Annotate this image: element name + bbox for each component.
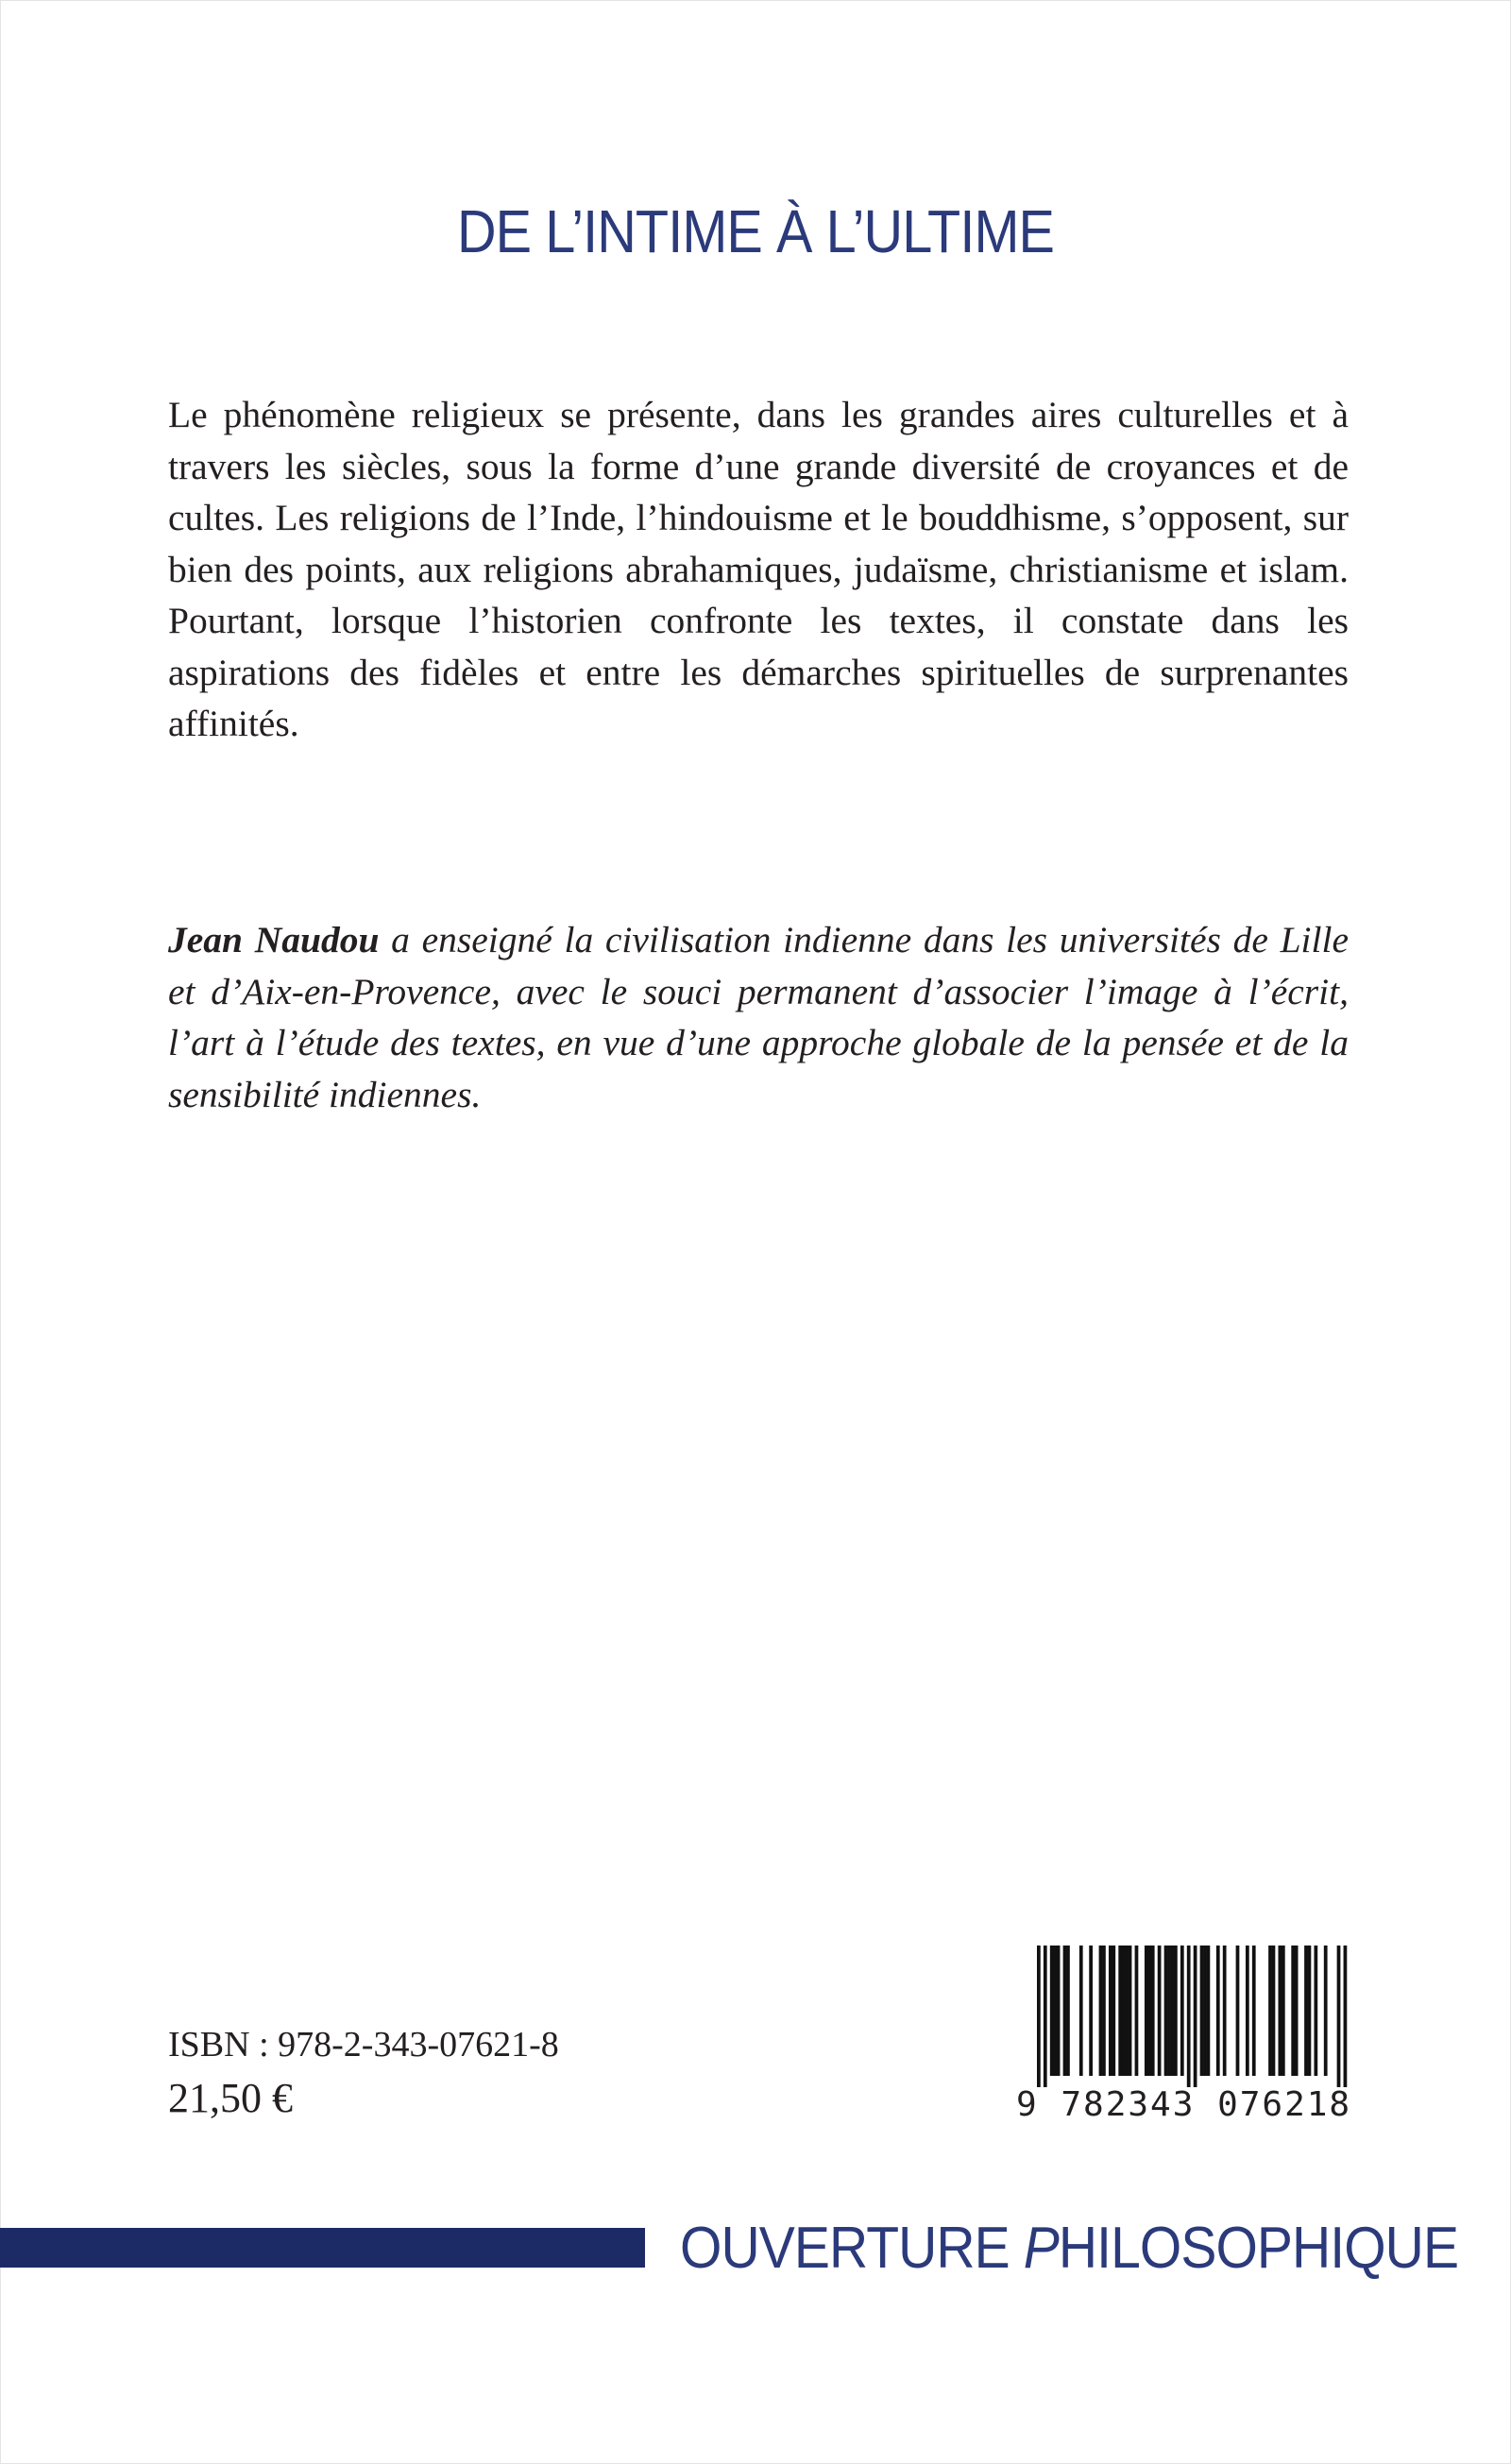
- barcode-bar: [1291, 1946, 1295, 2076]
- collection-band: [0, 2228, 645, 2268]
- barcode-bar: [1122, 1946, 1126, 2076]
- barcode-bar: [1304, 1946, 1308, 2076]
- barcode-bar: [1282, 1946, 1285, 2076]
- barcode-bar: [1174, 1946, 1178, 2076]
- barcode-bar: [1308, 1946, 1312, 2076]
- author-bio: [168, 914, 1349, 1120]
- barcode-bar: [1324, 1946, 1328, 2076]
- collection-name: [680, 2215, 1458, 2282]
- isbn-label: ISBN : 978-2-343-07621-8: [168, 2025, 559, 2065]
- barcode-bar: [1180, 1946, 1184, 2076]
- barcode-bar: [1125, 1946, 1129, 2076]
- barcode-bar: [1207, 1946, 1211, 2076]
- barcode-digits: 9 782343 076218: [1016, 2085, 1352, 2124]
- barcode-bar: [1344, 1946, 1348, 2087]
- price-label: 21,50 €: [168, 2075, 293, 2121]
- barcode-bar: [1089, 1946, 1093, 2076]
- barcode-bar: [1223, 1946, 1227, 2076]
- barcode-bar: [1236, 1946, 1240, 2076]
- barcode-bar: [1194, 1946, 1197, 2087]
- barcode-bar: [1246, 1946, 1249, 2076]
- barcode-bar: [1102, 1946, 1106, 2076]
- barcode-bar: [1066, 1946, 1070, 2076]
- barcode-bar: [1278, 1946, 1282, 2076]
- barcode-bar: [1295, 1946, 1299, 2076]
- barcode-bar: [1272, 1946, 1276, 2076]
- barcode-bar: [1171, 1946, 1175, 2076]
- barcode-bars: [1016, 1946, 1350, 2087]
- barcode-bar: [1050, 1946, 1054, 2076]
- author-bio-text: a enseigné la civilisation indienne dans les universités de Lille et d’Aix-en-Provence, avec le souci permanent d’associer l’image à l’écrit, l’art à l’étude des textes, en vue d’une approche globale de la pensée et de la sensibilité indiennes.: [168, 919, 1349, 1115]
- book-title: DE L’INTIME À L’ULTIME: [456, 197, 1055, 265]
- summary-paragraph: Le phénomène religieux se présente, dans les grandes aires culturelles et à travers les siècles, sous la forme d’une grande diversité de croyances et de cultes. Les religions de l’Inde, l’hindouisme et le bouddhisme, s’opposent, sur bien des points, aux religions abrahamiques, judaïsme, christianisme et islam. Pourtant, lorsque l’historien confronte les textes, il constate dans les aspirations des fidèles et entre les démarches spirituelles de surprenantes affinités.: [168, 394, 1349, 744]
- barcode-bar: [1112, 1946, 1115, 2076]
- barcode-bar: [1145, 1946, 1148, 2076]
- barcode-bar: [1187, 1946, 1191, 2087]
- collection-name-part3: HILOSOPHIQUE: [1058, 2216, 1459, 2281]
- collection-name-part1: OUVERTURE: [680, 2216, 1024, 2281]
- barcode-bar: [1118, 1946, 1122, 2076]
- barcode-bar: [1158, 1946, 1162, 2076]
- barcode-bar: [1135, 1946, 1139, 2076]
- barcode-bar: [1109, 1946, 1112, 2076]
- barcode-bar: [1057, 1946, 1061, 2076]
- barcode-bar: [1044, 1946, 1047, 2087]
- barcode-bar: [1216, 1946, 1220, 2076]
- barcode-bar: [1167, 1946, 1171, 2076]
- barcode-bar: [1037, 1946, 1041, 2087]
- barcode-bar: [1164, 1946, 1168, 2076]
- barcode-bar: [1337, 1946, 1341, 2087]
- collection-name-initial: P: [1023, 2216, 1059, 2281]
- barcode-bar: [1147, 1946, 1151, 2076]
- barcode-bar: [1063, 1946, 1067, 2076]
- barcode-bar: [1314, 1946, 1317, 2076]
- barcode-bar: [1079, 1946, 1083, 2076]
- author-name: Jean Naudou: [168, 919, 380, 960]
- barcode-bar: [1268, 1946, 1272, 2076]
- barcode: [1016, 1946, 1350, 2131]
- barcode-bar: [1129, 1946, 1132, 2076]
- barcode-bar: [1200, 1946, 1204, 2076]
- barcode-bar: [1099, 1946, 1103, 2076]
- barcode-bar: [1151, 1946, 1155, 2076]
- barcode-bar: [1252, 1946, 1256, 2076]
- barcode-bar: [1203, 1946, 1207, 2076]
- barcode-bar: [1053, 1946, 1057, 2076]
